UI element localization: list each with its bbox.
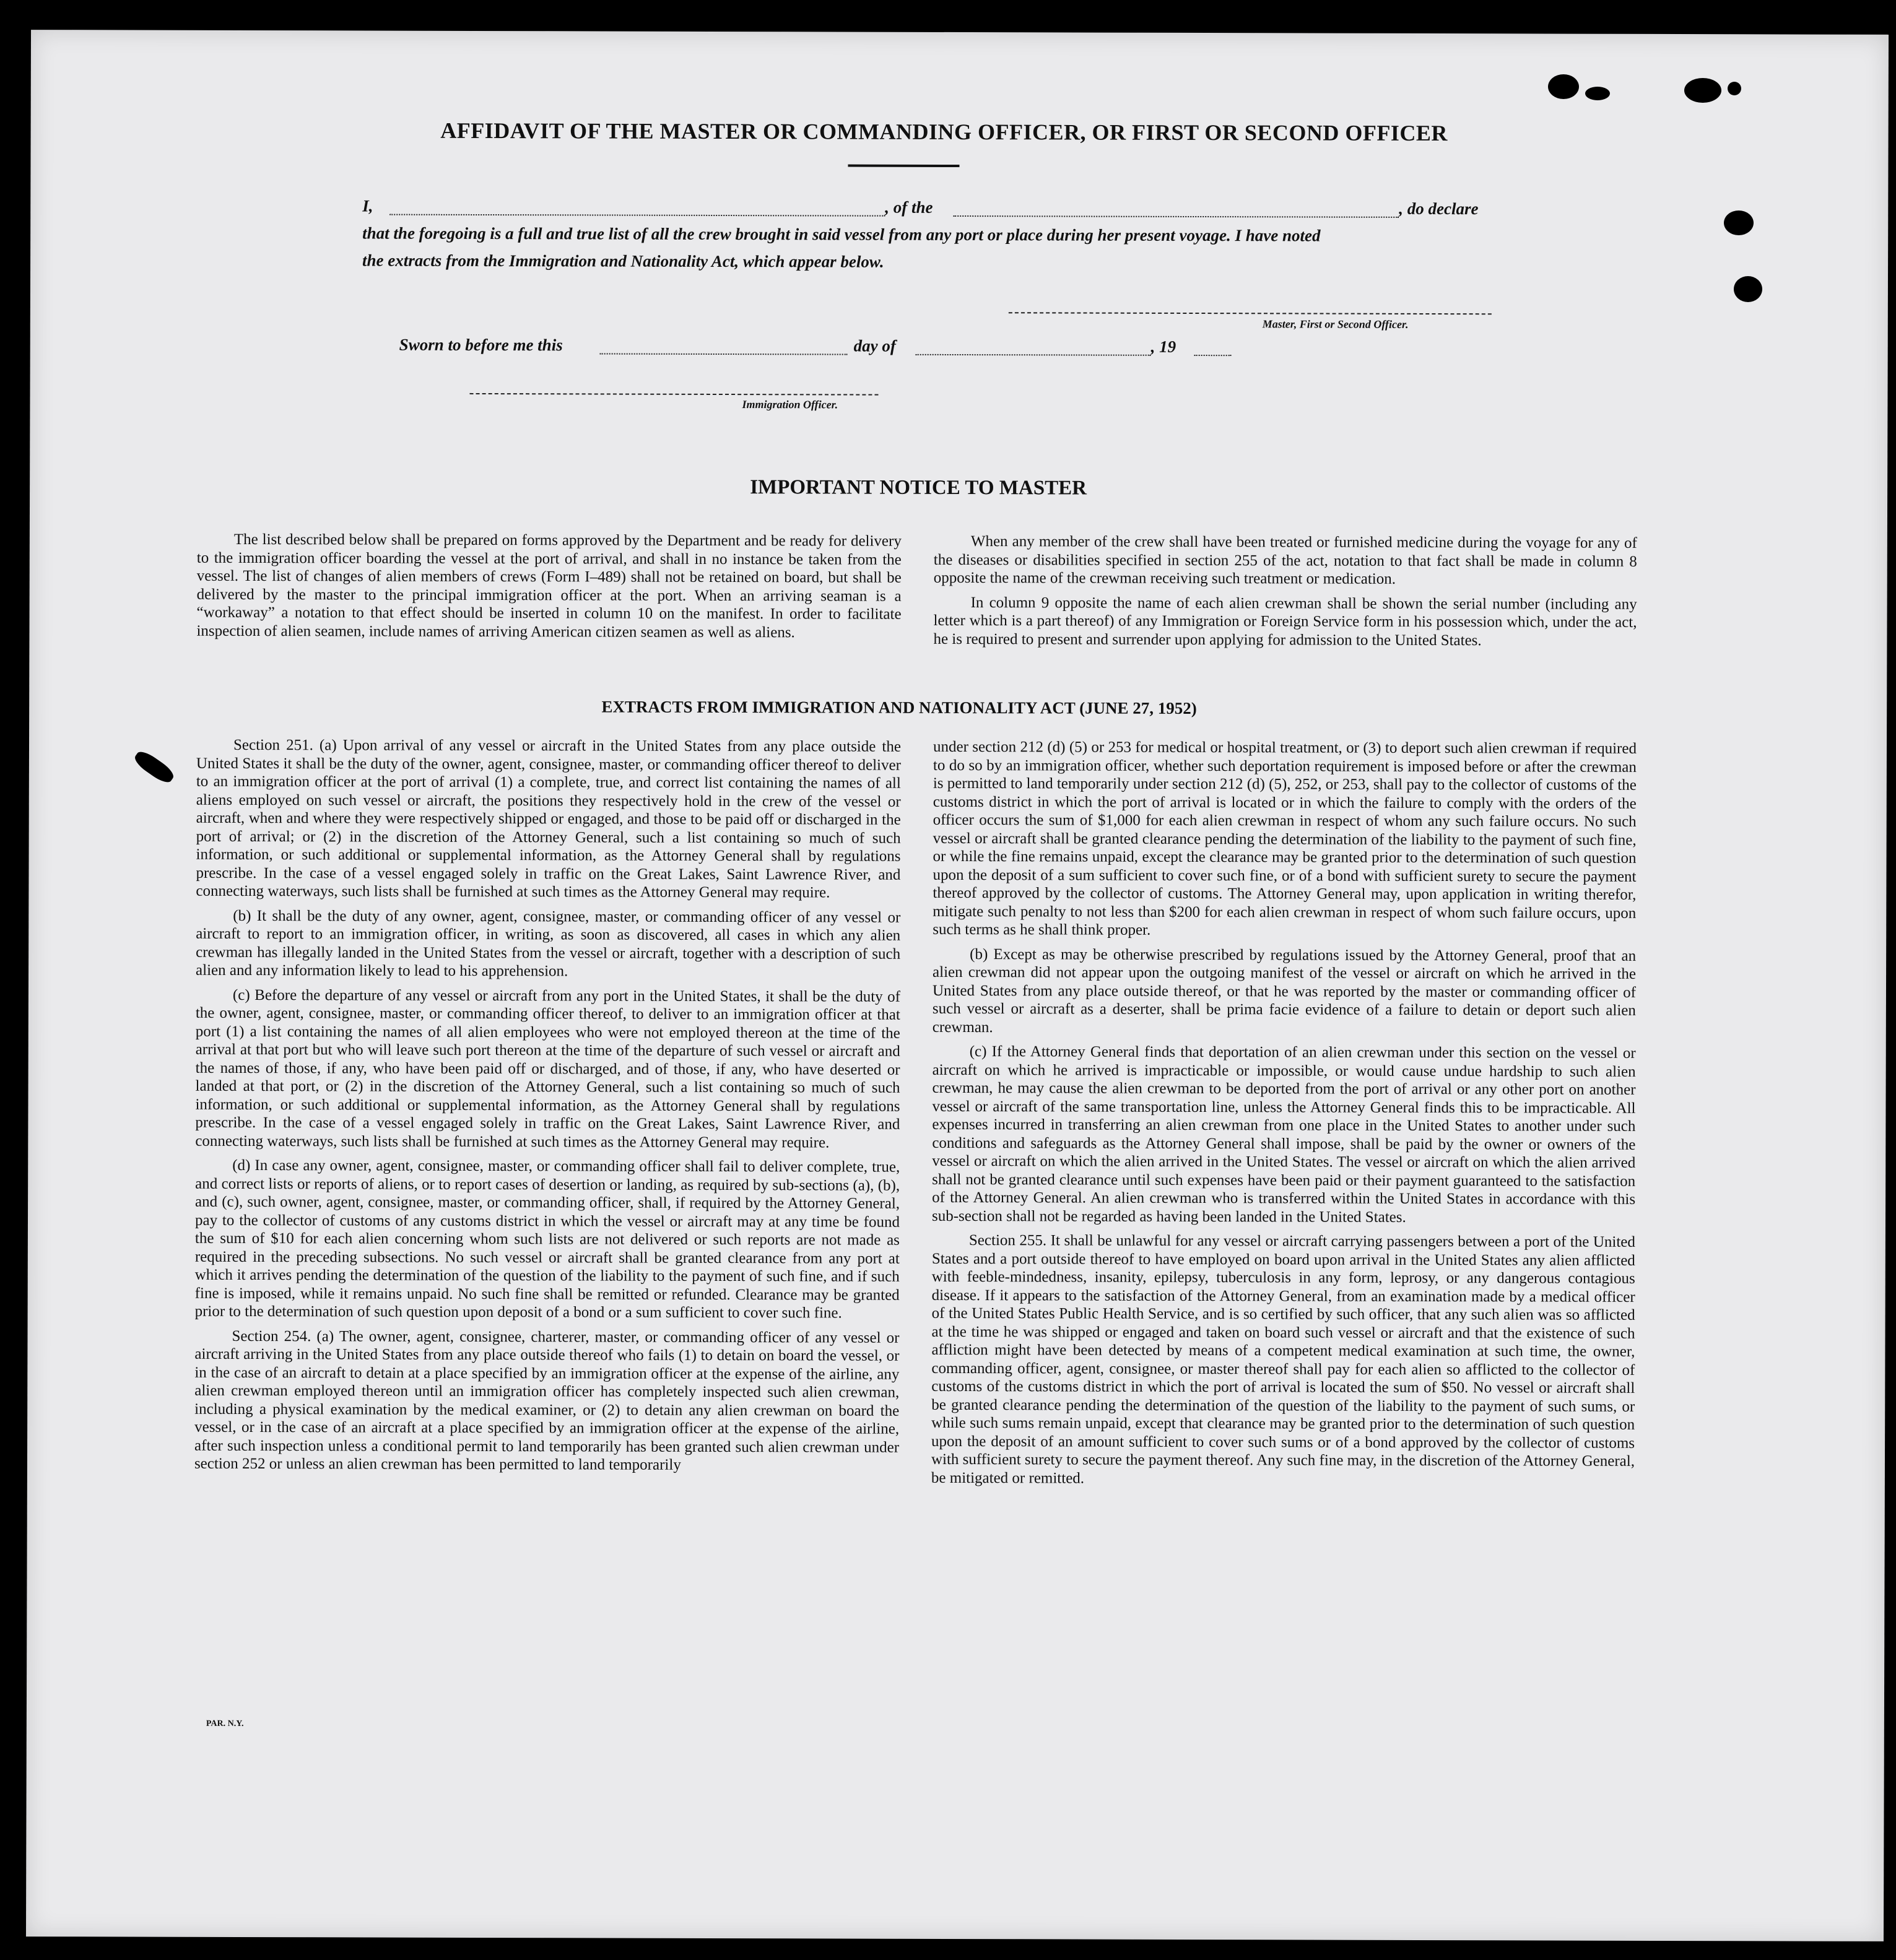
ink-blot bbox=[1548, 74, 1579, 99]
punch-hole bbox=[1724, 210, 1754, 235]
notice-left-paragraph: The list described below shall be prepared on forms approved by the Department and be ready for delivery to the immigration officer boarding the vessel at the port of arrival, and shall in no instance be taken from the vessel. The list of changes of alien members of crews (Form I–489) shall not be retained on board, but shall be delivered by the master to the principal immigration officer at the port. When an arriving seaman is a “workaway” a notation to that effect should be inserted in column 10 on the manifest. In order to facilitate inspection of alien seamen, include names of arriving American citizen seamen as well as aliens. bbox=[196, 531, 902, 641]
year-text: , 19 bbox=[1150, 337, 1176, 356]
notice-right-paragraph-1: When any member of the crew shall have been treated or furnished medicine during the voyage for any of the diseases or disabilities specified in section 255 of the act, notation to that fact shall be made in column 8 opposite the name of the crewman receiving such treatment or medication. bbox=[933, 533, 1637, 588]
document-page bbox=[26, 30, 1889, 1941]
title-underline bbox=[848, 165, 959, 167]
notice-right-column bbox=[933, 532, 1637, 656]
declaration-of-the: , of the bbox=[885, 197, 933, 217]
section-254-a-continued: under section 212 (d) (5) or 253 for medical or hospital treatment, or (3) to deport such alien crewman if required to do so by an immigration officer, whether such deportation requirement is imposed before or after the crewman is permitted to land temporarily under section 212 (d) (5), 252, or 253, shall pay to the collector of customs of the customs district in which the port of arrival is located or in which the failure to comply with the orders of the officer occurs the sum of $1,000 for each alien crewman in respect of whom any such failure occurs. No such vessel or aircraft shall be granted clearance pending the determination of the liability to the payment of such fine, or while the fine remains unpaid, except the clearance may be granted prior to the determination of such question upon the deposit of a sum sufficient to cover such fine, or of a bond with sufficient surety to secure the payment thereof approved by the collector of customs. The Attorney General may, upon application in writing therefor, mitigate such penalty to not less than $200 for each alien crewman in respect of whom such failure occurs, upon such terms as he shall think proper. bbox=[933, 738, 1637, 939]
extracts-heading: EXTRACTS FROM IMMIGRATION AND NATIONALITY ACT (JUNE 27, 1952) bbox=[601, 697, 1197, 718]
ink-blot bbox=[1728, 82, 1741, 95]
day-of-text: day of bbox=[853, 336, 896, 355]
section-255: Section 255. It shall be unlawful for any vessel or aircraft carrying passengers between a port of the United States and a port outside thereof to have employed on board upon arrival in the United States any alien afflicted with feeble-mindedness, insanity, epilepsy, tuberculosis in any form, leprosy, or any dangerous contagious disease. If it appears to the satisfaction of the Attorney General, from an examination made by a medical officer of the United States Public Health Service, and is so certified by such officer, that any such alien was so afflicted at the time he was shipped or engaged and taken on board such vessel or aircraft and that the existence of such affliction might have been detected by means of a competent medical examination at such time, the owner, commanding officer, agent, consignee, or master thereof shall pay for each alien so afflicted to the collector of customs of the customs district in which the port of arrival is located the sum of $50. No vessel or aircraft shall be granted clearance pending the determination of the question of the liability to the payment of such sums, or while such sums remain unpaid, except that clearance may be granted prior to the determination of such question upon the deposit of an amount sufficient to cover such sums or of a bond approved by the collector of customs with sufficient surety to secure the payment thereof. Any such fine may, in the discretion of the Attorney General, be mitigated or remitted. bbox=[931, 1232, 1635, 1487]
vessel-blank bbox=[953, 215, 1399, 218]
sworn-day-blank bbox=[600, 353, 848, 355]
notice-heading: IMPORTANT NOTICE TO MASTER bbox=[750, 476, 1087, 500]
immigration-officer-label: Immigration Officer. bbox=[742, 398, 838, 411]
declaration-i: I, bbox=[362, 196, 373, 215]
immigration-officer-signature-line bbox=[469, 393, 878, 396]
section-254-c: (c) If the Attorney General finds that deportation of an alien crewman under this section on the vessel or aircraft on which he arrived is impracticable or impossible, or would cause undue hardship to such alien crewman, he may cause the alien crewman to be deported from the port of arrival or any other port on another vessel or aircraft of the same transportation line, unless the Attorney General finds this to be impracticable. All expenses incurred in transferring an alien crewman from one place in the United States to another under such conditions and safeguards as the Attorney General shall impose, shall be paid by the owner or owners of the vessel or aircraft on which the alien arrived in the United States. The vessel or aircraft on which the alien arrived shall not be granted clearance until such expenses have been paid or their payment guaranteed to the satisfaction of the Attorney General. An alien crewman who is transferred within the United States in accordance with this sub-section shall not be regarded as having been landed in the United States. bbox=[931, 1043, 1636, 1226]
section-251-d: (d) In case any owner, agent, consignee, master, or commanding officer shall fail to deliver complete, true, and correct lists or reports of aliens, or to report cases of desertion or landing, as required by sub-sections (a), (b), and (c), such owner, agent, consignee, master, or commanding officer, shall, if required by the Attorney General, pay to the collector of customs of any customs district in which the vessel or aircraft may at any time be found the sum of $10 for each alien concerning whom such lists are not delivered or such reports are not made as required in the preceding subsections. No such vessel or aircraft shall be granted clearance from any port at which it arrives pending the determination of the question of the liability to the payment of such fine, and if such fine is imposed, while it remains unpaid. No such fine shall be remitted or refunded. Clearance may be granted prior to the determination of such question upon deposit of a bond or a sum sufficient to cover such fine. bbox=[194, 1156, 900, 1322]
declaration-line-3: the extracts from the Immigration and Nationality Act, which appear below. bbox=[362, 251, 884, 271]
sworn-month-blank bbox=[916, 354, 1151, 356]
master-signature-label: Master, First or Second Officer. bbox=[1262, 318, 1409, 331]
notice-left-column bbox=[196, 531, 901, 648]
form-code: PAR. N.Y. bbox=[206, 1719, 244, 1728]
declaration-declare: , do declare bbox=[1399, 199, 1479, 219]
ink-blot bbox=[1684, 78, 1721, 103]
affidavit-title: AFFIDAVIT OF THE MASTER OR COMMANDING OFFICER, OR FIRST OR SECOND OFFICER bbox=[440, 118, 1448, 146]
notice-right-paragraph-2: In column 9 opposite the name of each alien crewman shall be shown the serial number (including any letter which is a part thereof) of any Immigration or Foreign Service form in his possession which, under the act, he is required to present and surrender upon applying for admission to the United States. bbox=[933, 594, 1637, 649]
master-signature-line bbox=[1009, 312, 1492, 314]
extracts-right-column bbox=[931, 738, 1637, 1495]
section-251-a: Section 251. (a) Upon arrival of any vessel or aircraft in the United States from any place outside the United States it shall be the duty of the owner, agent, consignee, master, or commanding officer thereof to deliver to an immigration officer at the port of arrival (1) a complete, true, and correct list containing the names of all aliens employed on such vessel or aircraft, the positions they respectively hold in the crew of the vessel or aircraft, when and where they were respectively shipped or engaged, and those to be paid off or discharged in the port of arrival; or (2) in the discretion of the Attorney General, such a list containing so much of such information, or such additional or supplemental information, as the Attorney General shall by regulations prescribe. In the case of a vessel engaged solely in traffic on the Great Lakes, Saint Lawrence River, and connecting waterways, such lists shall be furnished at such times as the Attorney General may require. bbox=[196, 736, 902, 901]
section-251-c: (c) Before the departure of any vessel or aircraft from any port in the United States, it shall be the duty of the owner, agent, consignee, master, or commanding officer thereof, to deliver to an immigration officer at that port (1) a list containing the names of all alien employees who were not employed thereon at the time of the arrival at that port but who will leave such port thereon at the time of the departure of such vessel or aircraft and the names of those, if any, who have been paid off or discharged, and of those, if any, who have deserted or landed at that port, or (2) in the discretion of the Attorney General, such a list containing so much of such information, or such additional or supplemental information, as the Attorney General shall by regulations prescribe. In the case of a vessel engaged solely in traffic on the Great Lakes, Saint Lawrence River, and connecting waterways, such lists shall be furnished at such times as the Attorney General may require. bbox=[195, 986, 900, 1151]
name-blank bbox=[389, 214, 885, 217]
extracts-left-column bbox=[194, 736, 901, 1481]
ink-blot bbox=[1585, 87, 1610, 100]
punch-hole bbox=[1734, 276, 1762, 302]
section-254-a: Section 254. (a) The owner, agent, consignee, charterer, master, or commanding officer of any vessel or aircraft arriving in the United States from any place outside thereof who fails (1) to detain on board the vessel, or in the case of an aircraft to detain at a place specified by an immigration officer at the expense of the airline, any alien crewman employed thereon until an immigration officer has completely inspected such alien crewman, including a physical examination by the medical examiner, or (2) to detain any alien crewman on board the vessel, or in the case of an aircraft at a place specified by an immigration officer at the expense of the airline, after such inspection unless a conditional permit to land temporarily has been granted such alien crewman under section 252 or unless an alien crewman has been permitted to land temporarily bbox=[194, 1327, 900, 1473]
section-254-b: (b) Except as may be otherwise prescribed by regulations issued by the Attorney General, proof that an alien crewman did not appear upon the outgoing manifest of the vessel or aircraft on which he arrived in the United States from any place outside thereof, or that he was reported by the master or commanding officer of such vessel or aircraft as a deserter, shall be prima facie evidence of a failure to detain or deport such alien crewman. bbox=[932, 945, 1637, 1036]
declaration-line-2: that the foregoing is a full and true list of all the crew brought in said vessel from any port or place during her present voyage. I have noted bbox=[362, 223, 1321, 245]
year-blank bbox=[1194, 355, 1232, 356]
section-251-b: (b) It shall be the duty of any owner, agent, consignee, master, or commanding officer of any vessel or aircraft to report to an immigration officer, in writing, as soon as discovered, all cases in which any alien crewman has illegally landed in the United States from the vessel or aircraft, together with a description of such alien and any information likely to lead to his apprehension. bbox=[196, 907, 901, 980]
sworn-text: Sworn to before me this bbox=[399, 335, 563, 355]
